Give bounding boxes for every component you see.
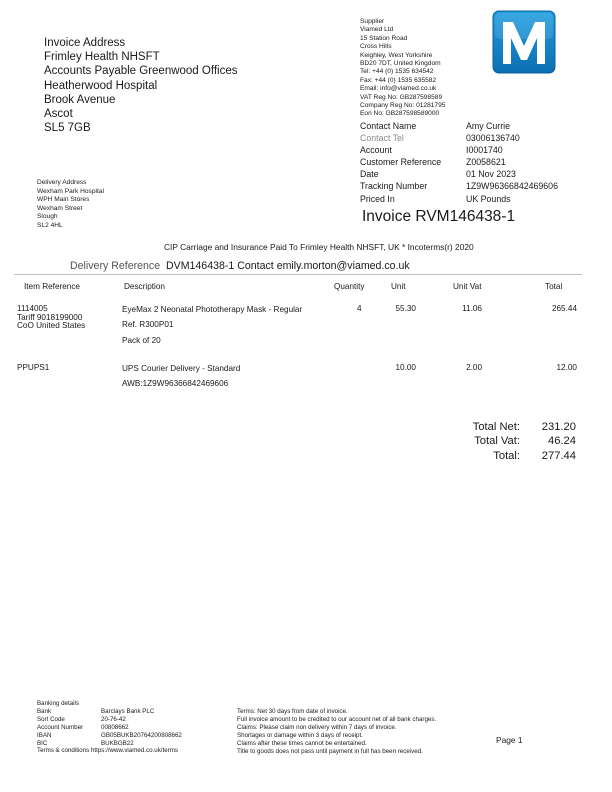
banking-value: 00808662 bbox=[101, 723, 129, 731]
terms-line: Claims after these times cannot be entertained. bbox=[237, 739, 367, 747]
header-quantity: Quantity bbox=[334, 282, 365, 291]
contact-label: Date bbox=[360, 169, 379, 180]
invoice-address-line: Invoice Address bbox=[44, 37, 126, 49]
delivery-address-line: WPH Main Stores bbox=[37, 196, 90, 204]
item-tariff: Tariff 9018199000 bbox=[17, 312, 83, 322]
banking-label: BIC bbox=[37, 739, 48, 747]
total-cell: 12.00 bbox=[556, 363, 577, 372]
totals-row bbox=[440, 449, 576, 463]
table-row-description bbox=[122, 361, 240, 392]
contact-label: Customer Reference bbox=[360, 157, 442, 168]
terms-line: Title to goods does not pass until payment in full has been received. bbox=[237, 747, 423, 755]
banking-label: IBAN bbox=[37, 731, 52, 739]
contact-row bbox=[360, 156, 558, 168]
delivery-address-line: SL2 4HL bbox=[37, 221, 63, 229]
invoice-address-line: Frimley Health NHSFT bbox=[44, 51, 160, 64]
unit-vat-cell: 11.06 bbox=[462, 304, 482, 313]
invoice-address-line: SL5 7GB bbox=[44, 122, 91, 135]
banking-row bbox=[37, 716, 182, 724]
contact-row bbox=[360, 168, 558, 180]
supplier-line: Email: info@viamed.co.uk bbox=[360, 85, 437, 93]
banking-value: BUKBGB22 bbox=[101, 739, 134, 747]
terms-line: Terms: Net 30 days from date of invoice. bbox=[237, 708, 348, 715]
unit-cell: 55.30 bbox=[395, 304, 416, 313]
item-reference: 1114005 bbox=[17, 304, 48, 313]
contact-value: I0001740 bbox=[466, 145, 503, 156]
banking-heading: Banking details bbox=[37, 700, 79, 707]
banking-details bbox=[37, 700, 182, 755]
supplier-line: 15 Station Road bbox=[360, 34, 408, 42]
header-unit: Unit bbox=[391, 282, 406, 291]
table-row-item bbox=[17, 364, 49, 373]
supplier-line: Fax: +44 (0) 1535 635582 bbox=[360, 76, 437, 84]
banking-label: Sort Code bbox=[37, 715, 65, 723]
header-total: Total bbox=[545, 282, 563, 291]
banking-row bbox=[37, 740, 182, 748]
delivery-address-line: Wexham Park Hospital bbox=[37, 187, 104, 195]
contact-row bbox=[360, 120, 558, 132]
totals-label: Total Net: bbox=[472, 421, 520, 433]
banking-value: GB05BUKB20764200808662 bbox=[101, 731, 182, 739]
supplier-line: Tel: +44 (0) 1535 634542 bbox=[360, 68, 434, 76]
totals-value: 231.20 bbox=[541, 421, 576, 433]
delivery-reference bbox=[70, 260, 410, 272]
page-number: Page 1 bbox=[496, 735, 523, 745]
contact-value: UK Pounds bbox=[466, 193, 511, 204]
invoice-address-line: Accounts Payable Greenwood Offices bbox=[44, 65, 238, 78]
contact-value: Amy Currie bbox=[466, 121, 510, 131]
totals-value: 46.24 bbox=[548, 435, 576, 448]
payment-terms bbox=[237, 708, 436, 755]
incoterms-line: CIP Carriage and Insurance Paid To Frimley Health NHSFT, UK * Incoterms(r) 2020 bbox=[164, 242, 474, 252]
contact-label: Account bbox=[360, 145, 392, 156]
table-row-item bbox=[17, 305, 85, 331]
header-divider bbox=[14, 274, 582, 275]
quantity-cell: 4 bbox=[357, 304, 362, 313]
contact-label: Tracking Number bbox=[360, 181, 428, 192]
banking-label: Account Number bbox=[37, 723, 84, 731]
supplier-line: BD20 7DT, United Kingdom bbox=[360, 60, 441, 68]
table-row-description bbox=[122, 302, 302, 348]
supplier-line: Keighley, West Yorkshire bbox=[360, 51, 433, 59]
header-unit-vat: Unit Vat bbox=[453, 282, 482, 291]
contact-label: Priced In bbox=[360, 193, 395, 204]
contact-value: 01 Nov 2023 bbox=[466, 169, 516, 180]
invoice-title: Invoice RVM146438-1 bbox=[362, 208, 516, 225]
contact-row bbox=[360, 132, 558, 144]
banking-label: Bank bbox=[37, 707, 52, 715]
banking-row bbox=[37, 724, 182, 732]
banking-row bbox=[37, 708, 182, 716]
supplier-line: Eori No: GB287598589000 bbox=[360, 110, 440, 118]
totals-label: Total Vat: bbox=[474, 435, 520, 448]
supplier-line: Cross Hills bbox=[360, 43, 392, 51]
contact-table bbox=[360, 120, 558, 205]
delivery-address bbox=[37, 179, 104, 231]
item-origin: CoO United States bbox=[17, 321, 86, 331]
banking-value: 20-76-42 bbox=[101, 715, 126, 723]
unit-cell: 10.00 bbox=[395, 363, 416, 372]
terms-line: Claims: Please claim non delivery within 7 days of invoice. bbox=[237, 723, 397, 731]
total-cell: 265.44 bbox=[551, 304, 577, 313]
totals-block bbox=[440, 420, 576, 463]
description-line: Pack of 20 bbox=[122, 335, 161, 345]
header-description: Description bbox=[124, 282, 165, 291]
unit-vat-cell: 2.00 bbox=[466, 363, 482, 372]
totals-value: 277.44 bbox=[541, 449, 576, 462]
viamed-logo-icon bbox=[492, 10, 556, 74]
totals-row bbox=[440, 434, 576, 448]
contact-row bbox=[360, 144, 558, 156]
delivery-address-line: Slough bbox=[37, 213, 58, 221]
totals-label: Total: bbox=[493, 449, 520, 462]
description-line: AWB:1Z9W96366842469606 bbox=[122, 379, 229, 389]
supplier-line: Company Reg No: 01281795 bbox=[360, 102, 446, 110]
terms-line: Full invoice amount to be credited to our account net of all bank charges. bbox=[237, 715, 437, 723]
contact-row bbox=[360, 180, 558, 192]
invoice-address bbox=[44, 36, 237, 135]
terms-line: Shortages or damage within 3 days of receipt. bbox=[237, 731, 363, 739]
supplier-line: Viamed Ltd bbox=[360, 26, 394, 34]
banking-value: Barclays Bank PLC bbox=[101, 707, 155, 715]
supplier-block bbox=[360, 18, 445, 119]
contact-value: 03006136740 bbox=[466, 133, 520, 144]
invoice-address-line: Heatherwood Hospital bbox=[44, 79, 158, 92]
contact-value: 1Z9W96366842469606 bbox=[466, 181, 558, 192]
delivery-address-line: Wexham Street bbox=[37, 204, 83, 212]
contact-label: Contact Name bbox=[360, 121, 417, 131]
invoice-address-line: Ascot bbox=[44, 108, 73, 121]
item-reference: PPUPS1 bbox=[17, 363, 50, 372]
contact-row bbox=[360, 193, 558, 205]
banking-row bbox=[37, 732, 182, 740]
header-item-reference: Item Reference bbox=[24, 282, 80, 291]
contact-label: Contact Tel bbox=[360, 133, 404, 144]
delivery-reference-label: Delivery Reference bbox=[70, 260, 161, 272]
description-line: UPS Courier Delivery - Standard bbox=[122, 364, 241, 373]
description-line: Ref. R300P01 bbox=[122, 320, 174, 330]
contact-value: Z0058621 bbox=[466, 157, 506, 168]
delivery-reference-text: DVM146438-1 Contact emily.morton@viamed.co.uk bbox=[165, 260, 410, 272]
description-line: EyeMax 2 Neonatal Phototherapy Mask - Regular bbox=[122, 305, 303, 314]
terms-link[interactable]: Terms & conditions https://www.viamed.co.uk/terms bbox=[37, 747, 178, 755]
invoice-address-line: Brook Avenue bbox=[44, 93, 116, 106]
totals-row bbox=[440, 420, 576, 434]
supplier-line: Supplier bbox=[360, 18, 385, 25]
supplier-line: VAT Reg No: GB287598589 bbox=[360, 93, 443, 101]
delivery-address-line: Delivery Address bbox=[37, 179, 87, 186]
